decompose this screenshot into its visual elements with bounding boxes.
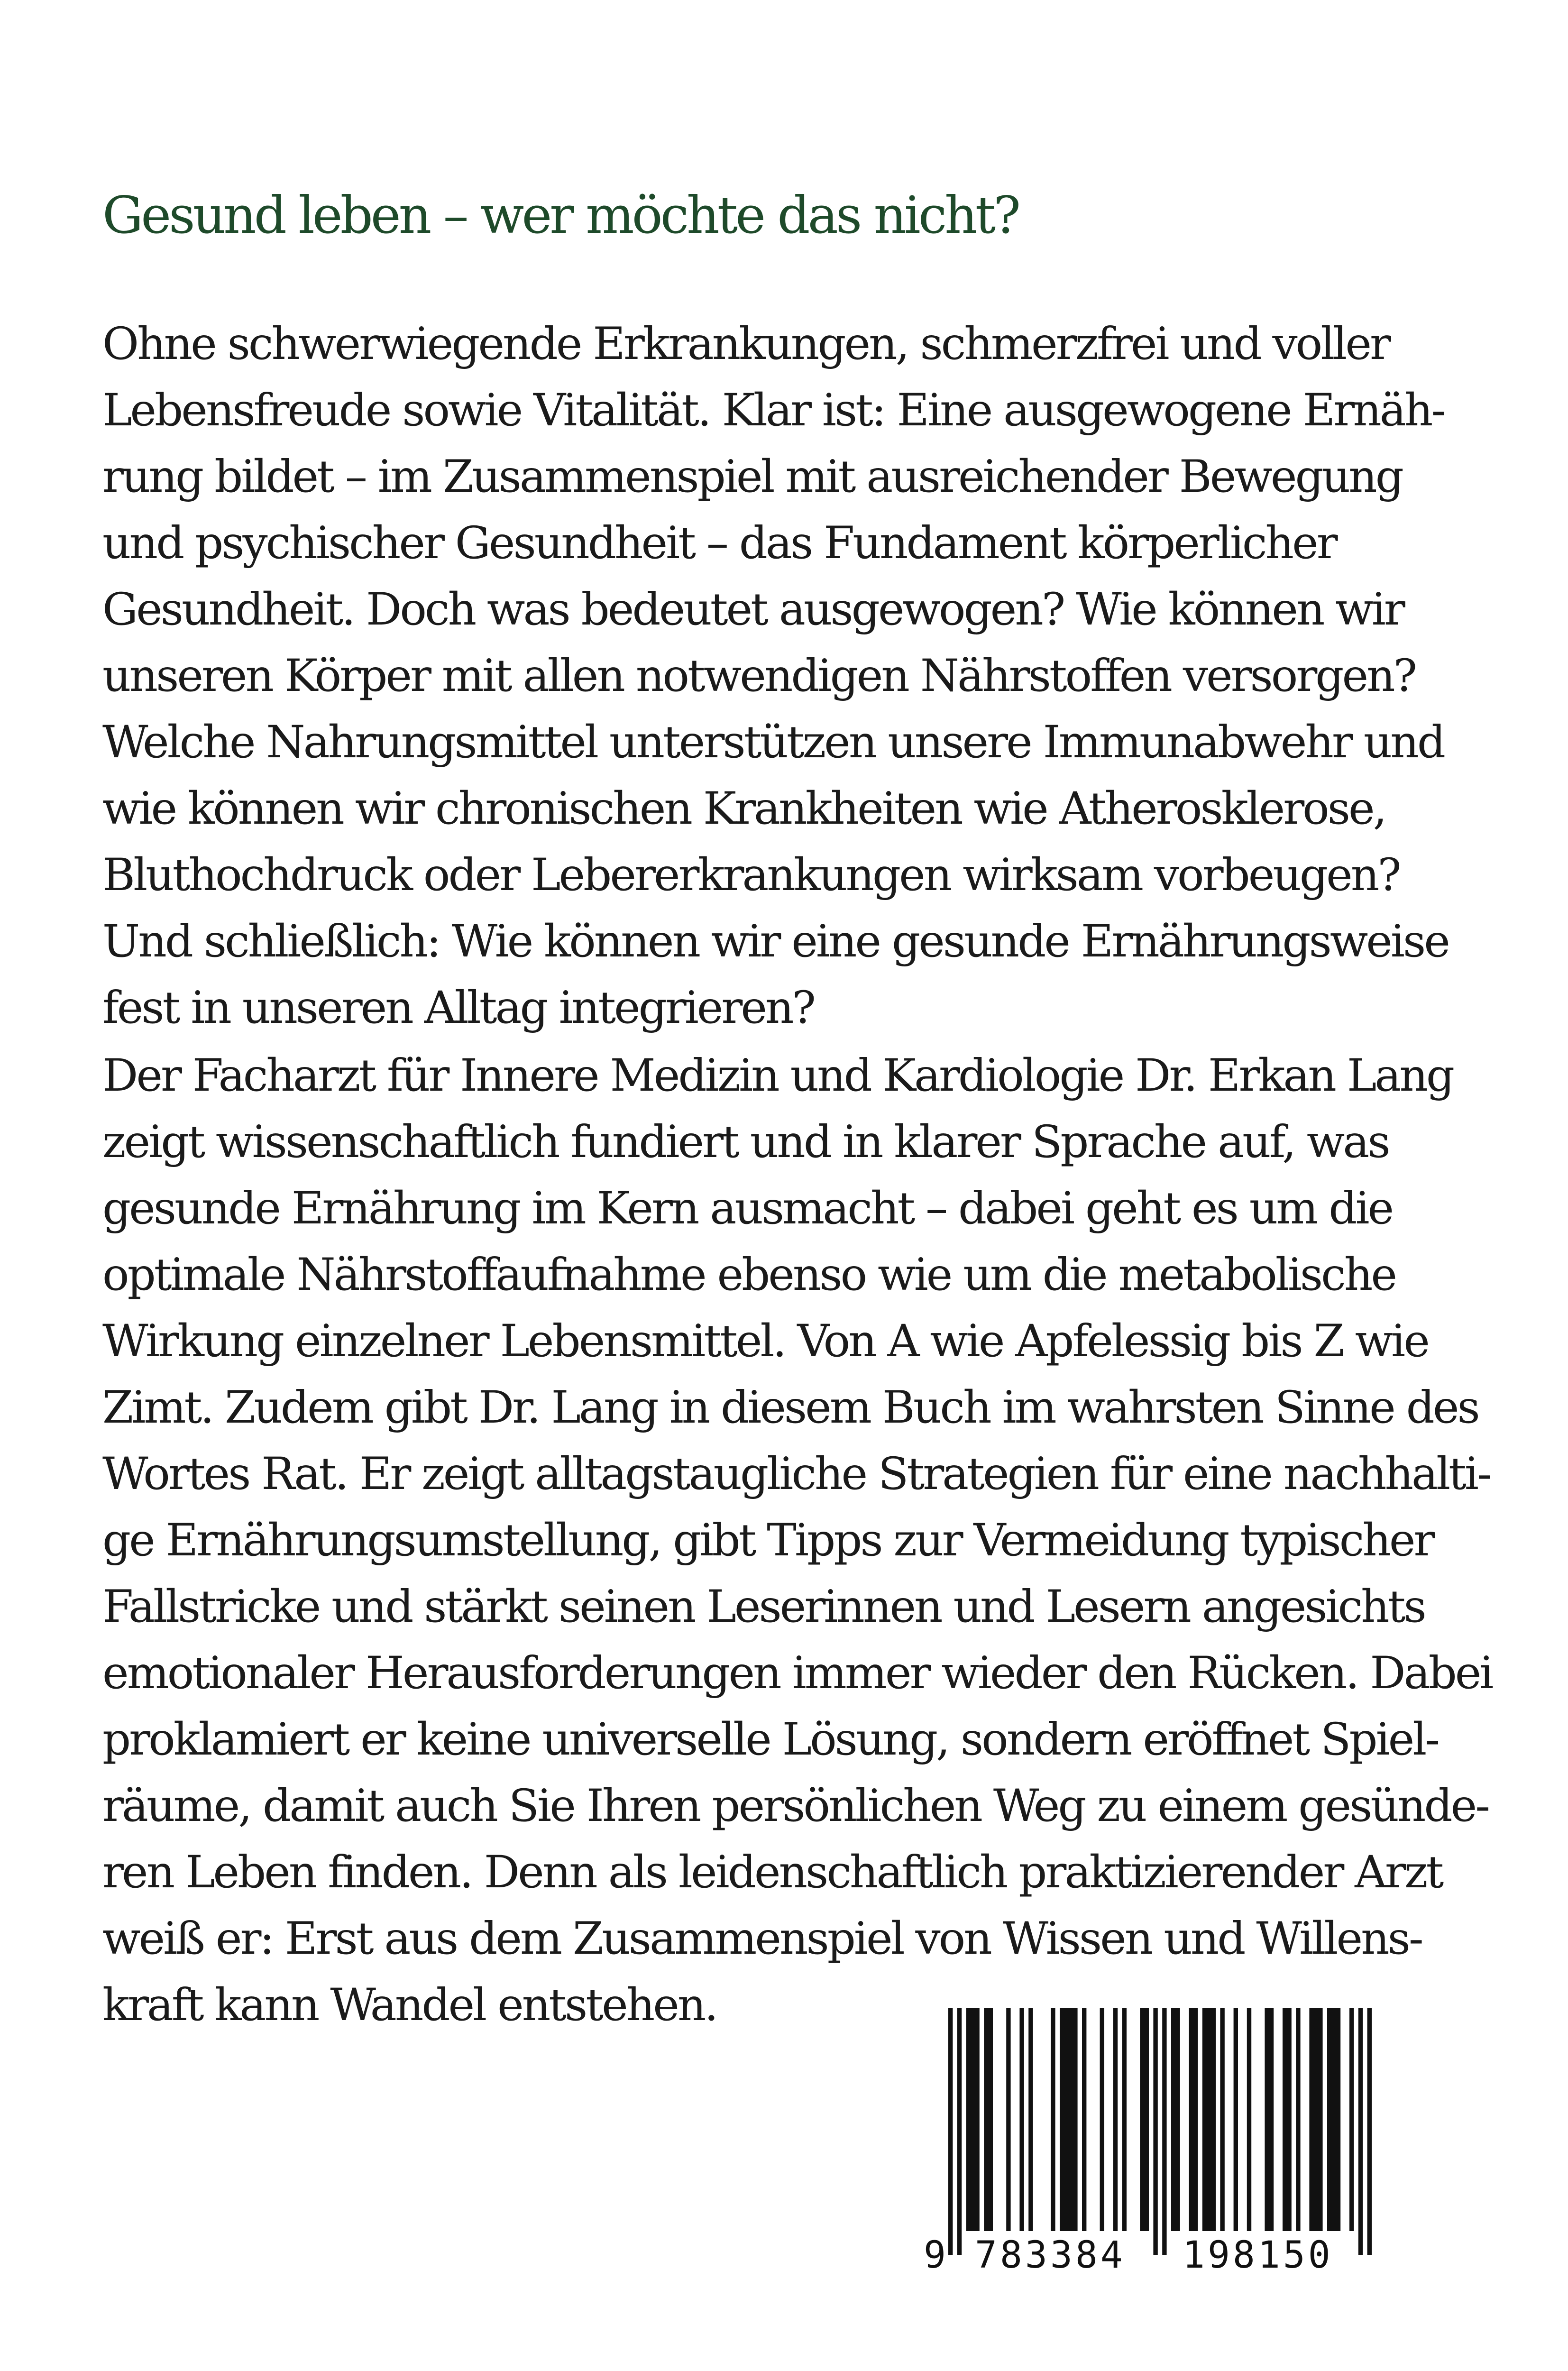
barcode-bar	[1265, 2008, 1274, 2231]
barcode-bar	[1309, 2008, 1322, 2231]
text-line: emotionaler Herausforderungen immer wieder den Rücken. Dabei	[102, 1647, 1492, 1699]
barcode-bar	[1140, 2008, 1149, 2231]
barcode-guard-bar	[957, 2008, 962, 2255]
text-line: Welche Nahrungsmittel unterstützen unsere Immunabwehr und	[102, 717, 1444, 768]
text-line: Ohne schwerwiegende Erkrankungen, schmerzfrei und voller	[102, 318, 1389, 370]
barcode-bar	[1220, 2008, 1224, 2231]
text-line: unseren Körper mit allen notwendigen Nährstoffen versorgen?	[102, 650, 1416, 702]
text-line: rung bildet – im Zusammenspiel mit ausreichender Bewegung	[102, 451, 1402, 503]
text-line: optimale Nährstoffaufnahme ebenso wie um die metabolische	[102, 1249, 1395, 1301]
barcode-bar	[1189, 2008, 1198, 2231]
barcode-guard-bar	[1162, 2008, 1166, 2255]
paragraph-author	[102, 1043, 1492, 2039]
text-line: Bluthochdruck oder Lebererkrankungen wirksam vorbeugen?	[102, 849, 1400, 901]
text-line: fest in unseren Alltag integrieren?	[102, 982, 814, 1034]
barcode-digits	[919, 2229, 1378, 2281]
barcode-bar	[1234, 2008, 1238, 2231]
barcode-bar	[1113, 2008, 1118, 2231]
text-line: weiß er: Erst aus dem Zusammenspiel von Wissen und Willens-	[102, 1913, 1422, 1965]
barcode-bar	[1028, 2008, 1033, 2231]
barcode-bar	[1171, 2008, 1180, 2231]
text-line: Wortes Rat. Er zeigt alltagstaugliche Strategien für eine nachhalti-	[102, 1448, 1490, 1500]
barcode-bar	[1082, 2008, 1086, 2231]
barcode-bar	[1006, 2008, 1010, 2231]
text-line: räume, damit auch Sie Ihren persönlichen Weg zu einem gesünde-	[102, 1780, 1488, 1832]
text-line: und psychischer Gesundheit – das Fundament körperlicher	[102, 517, 1336, 569]
text-line: Wirkung einzelner Lebensmittel. Von A wie Apfelessig bis Z wie	[102, 1315, 1428, 1367]
text-line: Und schließlich: Wie können wir eine gesunde Ernährungsweise	[102, 916, 1449, 967]
text-line: wie können wir chronischen Krankheiten wie Atherosklerose,	[102, 783, 1385, 835]
barcode-guard-bar	[948, 2008, 953, 2255]
barcode-bar	[1283, 2008, 1292, 2231]
text-line: ren Leben finden. Denn als leidenschaftlich praktizierender Arzt	[102, 1847, 1442, 1898]
text-line: Gesundheit. Doch was bedeutet ausgewogen? Wie können wir	[102, 584, 1403, 635]
barcode-guard-bar	[1367, 2008, 1372, 2255]
barcode-bar	[1296, 2008, 1300, 2231]
text-line: proklamiert er keine universelle Lösung, sondern eröffnet Spiel-	[102, 1714, 1439, 1765]
barcode-bar	[1019, 2008, 1024, 2231]
text-line: kraft kann Wandel entstehen.	[102, 1979, 717, 2031]
text-line: Zimt. Zudem gibt Dr. Lang in diesem Buch im wahrsten Sinne des	[102, 1382, 1478, 1434]
barcode-right-group: 198150	[1183, 2234, 1333, 2277]
barcode-bar	[984, 2008, 993, 2231]
barcode-bar	[1247, 2008, 1251, 2231]
barcode	[919, 2008, 1378, 2279]
text-line: ge Ernährungsumstellung, gibt Tipps zur Vermeidung typischer	[102, 1515, 1433, 1566]
barcode-bar	[1100, 2008, 1104, 2231]
text-line: Der Facharzt für Innere Medizin und Kardiologie Dr. Erkan Lang	[102, 1050, 1453, 1102]
barcode-bar	[1122, 2008, 1127, 2231]
text-line: Fallstricke und stärkt seinen Leserinnen und Lesern angesichts	[102, 1581, 1425, 1633]
barcode-bar	[1349, 2008, 1354, 2231]
text-line: Lebensfreude sowie Vitalität. Klar ist: Eine ausgewogene Ernäh-	[102, 385, 1445, 436]
barcode-left-group: 783384	[975, 2234, 1126, 2277]
text-line: gesunde Ernährung im Kern ausmacht – dabei geht es um die	[102, 1183, 1393, 1234]
barcode-bar	[966, 2008, 980, 2231]
barcode-bar	[1327, 2008, 1340, 2231]
barcode-guard-bar	[1153, 2008, 1157, 2255]
barcode-first-digit: 9	[924, 2234, 946, 2277]
headline: Gesund leben – wer möchte das nicht?	[102, 186, 1019, 245]
barcode-bar	[1202, 2008, 1216, 2231]
barcode-guard-bar	[1358, 2008, 1363, 2255]
text-line: zeigt wissenschaftlich fundiert und in klarer Sprache auf, was	[102, 1116, 1389, 1168]
barcode-bar	[1060, 2008, 1078, 2231]
barcode-bar	[1051, 2008, 1055, 2231]
paragraph-intro	[102, 311, 1449, 1041]
